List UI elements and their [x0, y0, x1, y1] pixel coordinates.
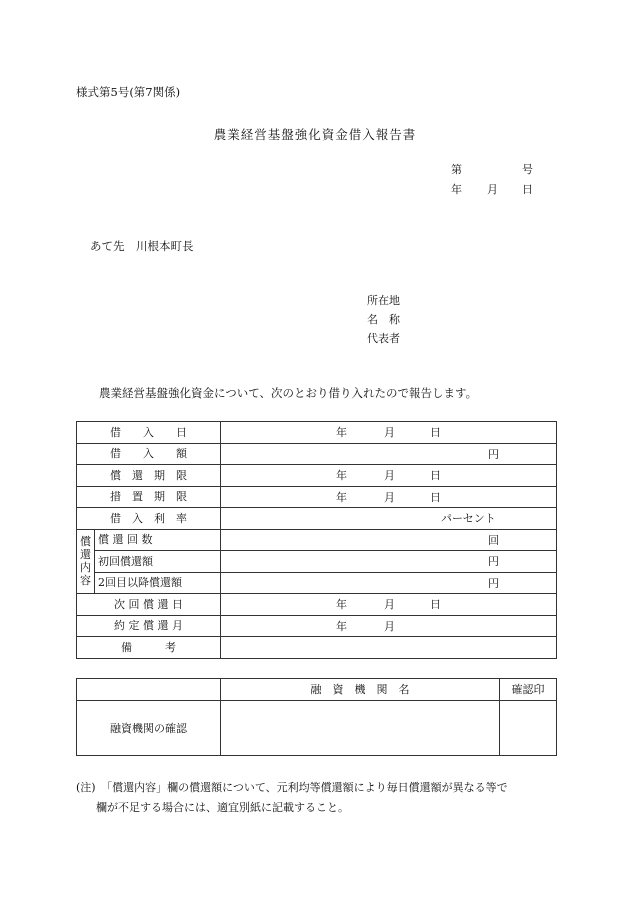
report-statement: 農業経営基盤強化資金について、次のとおり借り入れたので報告します。 — [99, 386, 478, 400]
repayment-count-label: 償 還 回 数 — [95, 529, 221, 551]
table-row — [77, 572, 557, 594]
remarks-label: 備 考 — [77, 637, 221, 659]
table-row — [77, 443, 557, 465]
number-suffix: 号 — [522, 163, 533, 176]
institution-name-header: 融 資 機 関 名 — [221, 679, 500, 701]
table-row — [77, 486, 557, 508]
first-repayment-field[interactable]: 円 — [221, 551, 557, 573]
loan-amount-label: 借 入 額 — [77, 443, 221, 465]
blank-header-cell — [77, 679, 221, 701]
institution-confirmation-label: 融資機関の確認 — [77, 701, 221, 756]
addressee: あて先 川根本町長 — [90, 239, 194, 253]
subsequent-repayment-label: 2回目以降償還額 — [95, 572, 221, 594]
repayment-deadline-field[interactable]: 年 月 日 — [221, 465, 557, 487]
table-row — [77, 508, 557, 530]
loan-date-label: 借 入 日 — [77, 422, 221, 444]
remarks-field[interactable] — [221, 637, 557, 659]
number-prefix: 第 — [451, 163, 462, 176]
document-title: 農業経営基盤強化資金借入報告書 — [213, 127, 417, 142]
sender-address-label: 所在地 — [367, 294, 400, 307]
sender-representative-label: 代表者 — [367, 332, 400, 345]
institution-name-field[interactable] — [221, 701, 500, 756]
sender-name-label: 名 称 — [367, 313, 400, 326]
seal-header: 確認印 — [500, 679, 557, 701]
note-line-1: (注) 「償還内容」欄の償還額について、元利均等償還額により毎日償還額が異なる等で — [76, 781, 508, 794]
repayment-deadline-label: 償 還 期 限 — [77, 465, 221, 487]
table-row — [77, 594, 557, 616]
loan-report-table — [76, 421, 557, 659]
loan-date-field[interactable]: 年 月 日 — [221, 422, 557, 444]
table-row — [77, 465, 557, 487]
form-number-label: 様式第5号(第7関係) — [76, 85, 181, 99]
first-repayment-label: 初回償還額 — [95, 551, 221, 573]
table-row — [77, 551, 557, 573]
table-row — [77, 701, 557, 756]
repayment-count-field[interactable]: 回 — [221, 529, 557, 551]
contract-repayment-month-field[interactable]: 年 月 — [221, 615, 557, 637]
table-row — [77, 529, 557, 551]
note-line-2: 欄が不足する場合には、適宜別紙に記載すること。 — [96, 801, 349, 814]
sender-block — [367, 291, 400, 348]
next-repayment-date-label: 次 回 償 還 日 — [77, 594, 221, 616]
interest-rate-label: 借 入 利 率 — [77, 508, 221, 530]
contract-repayment-month-label: 約 定 償 還 月 — [77, 615, 221, 637]
table-row — [77, 422, 557, 444]
date-day: 日 — [522, 183, 533, 196]
table-row — [77, 615, 557, 637]
seal-field[interactable] — [500, 701, 557, 756]
next-repayment-date-field[interactable]: 年 月 日 — [221, 594, 557, 616]
table-row — [77, 679, 557, 701]
loan-amount-field[interactable]: 円 — [221, 443, 557, 465]
date-year: 年 — [451, 183, 462, 196]
deferment-deadline-field[interactable]: 年 月 日 — [221, 486, 557, 508]
repayment-details-label: 償 還 内 容 — [77, 529, 95, 594]
date-month: 月 — [487, 183, 498, 196]
table-row — [77, 637, 557, 659]
institution-confirmation-table — [76, 678, 557, 756]
interest-rate-field[interactable]: パーセント — [221, 508, 557, 530]
subsequent-repayment-field[interactable]: 円 — [221, 572, 557, 594]
deferment-deadline-label: 措 置 期 限 — [77, 486, 221, 508]
